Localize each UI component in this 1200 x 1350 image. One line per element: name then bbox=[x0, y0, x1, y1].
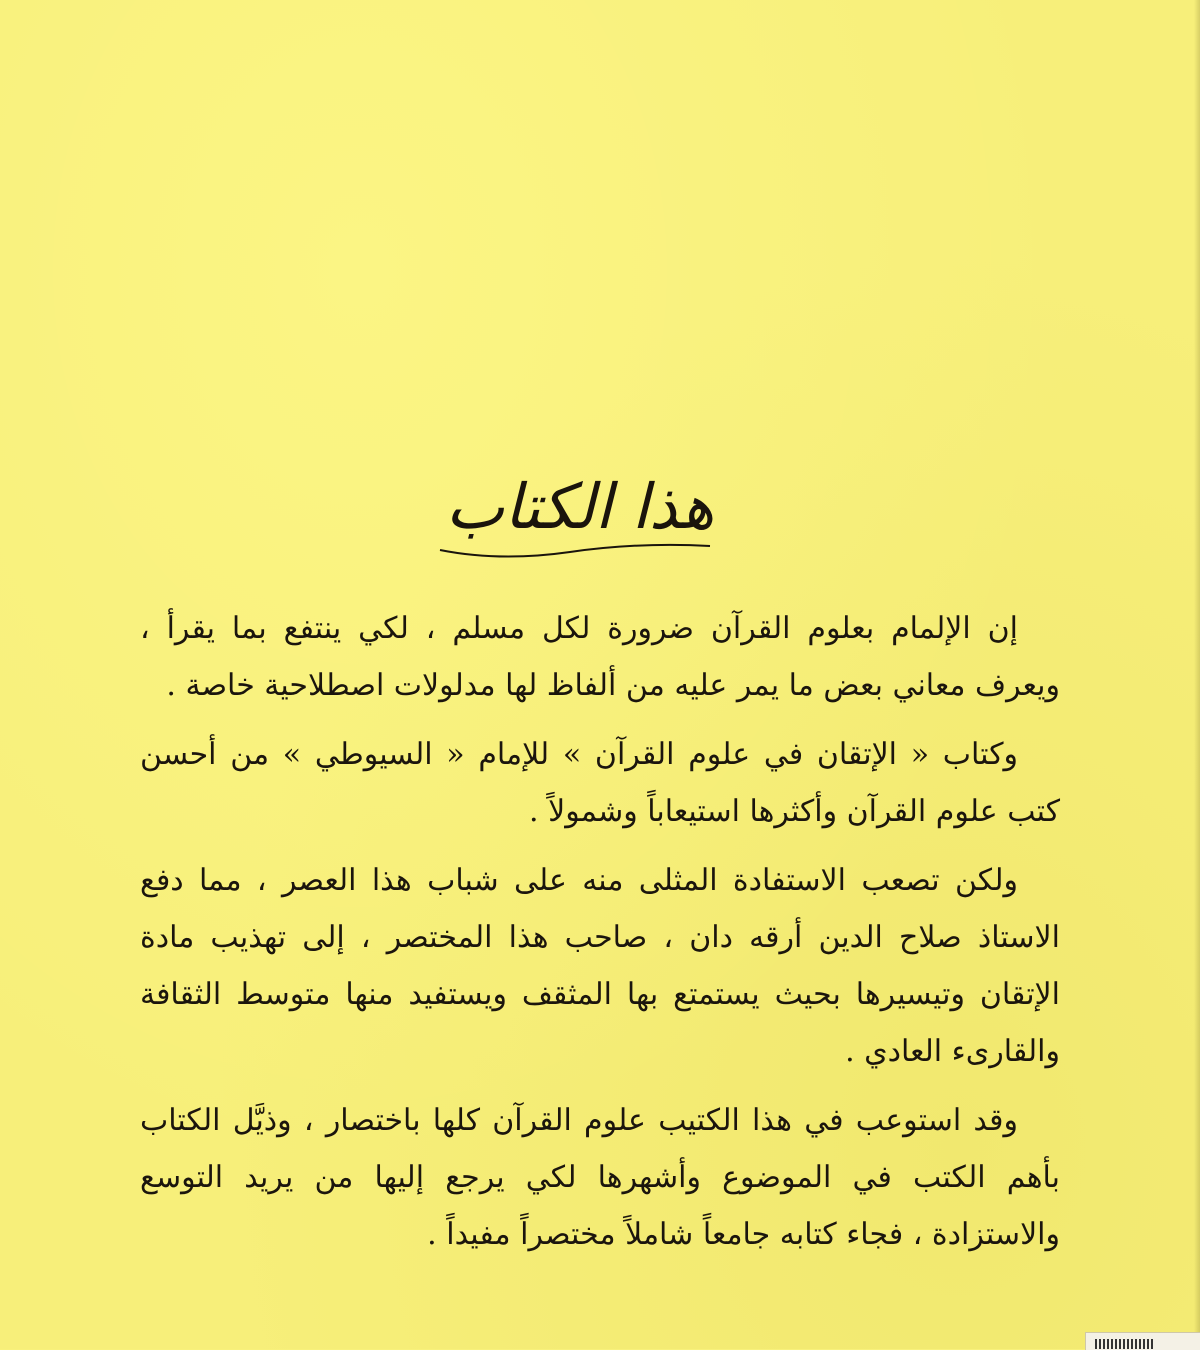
paragraph-difficulty: ولكن تصعب الاستفادة المثلى منه على شباب هذا العصر ، مما دفع الاستاذ صلاح الدين أرقه دان ، صاحب هذا المختصر ، إلى تهذيب مادة الإتقان وتيسيرها بحيث يستمتع بها المثقف ويستفيد منها متوسط الثقافة والقارىء العادي . bbox=[140, 863, 1060, 1069]
page-edge-shadow bbox=[1194, 0, 1200, 1349]
title-flourish bbox=[420, 528, 720, 568]
paragraph-intro: إن الإلمام بعلوم القرآن ضرورة لكل مسلم ، لكي ينتفع بما يقرأ ، ويعرف معاني بعض ما يمر عليه من ألفاظ لها مدلولات اصطلاحية خاصة . bbox=[140, 611, 1060, 703]
paragraph-itqan: وكتاب « الإتقان في علوم القرآن » للإمام « السيوطي » من أحسن كتب علوم القرآن وأكثرها استيعاباً وشمولاً . bbox=[140, 737, 1060, 829]
barcode-fragment bbox=[1095, 1339, 1155, 1349]
paragraph-summary: وقد استوعب في هذا الكتيب علوم القرآن كلها باختصار ، وذيَّل الكتاب بأهم الكتب في الموضوع وأشهرها لكي يرجع إليها من يريد التوسع والاستزادة ، فجاء كتابه جامعاً شاملاً مختصراً مفيداً . bbox=[140, 1103, 1060, 1252]
cover-body-text bbox=[140, 600, 1060, 1275]
cover-title: هذا الكتاب bbox=[445, 470, 715, 543]
